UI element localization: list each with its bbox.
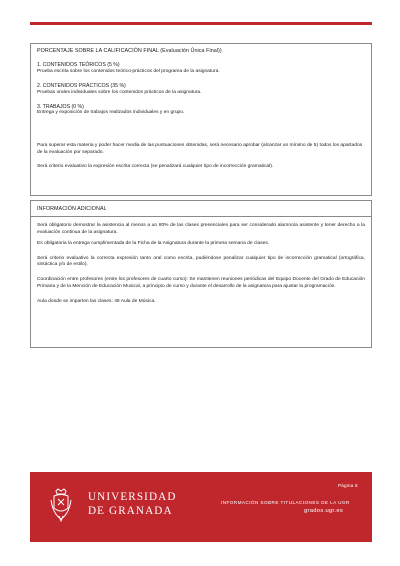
footer-info-text: INFORMACIÓN SOBRE TITULACIONES DE LA UGR bbox=[221, 500, 350, 505]
header-rule bbox=[30, 22, 372, 25]
additional-info-header bbox=[31, 201, 371, 217]
site-main: grados bbox=[304, 508, 324, 514]
item-description: Entrega y exposición de trabajos realizados individuales y en grupo. bbox=[37, 110, 185, 116]
university-crest-icon bbox=[50, 488, 72, 522]
page-number: Página 8 bbox=[338, 483, 358, 488]
university-name-line2: DE GRANADA bbox=[88, 505, 173, 517]
info-paragraph: Será criterio evaluativo la correcta expresión tanto oral como escrita, pudiéndose penalizar cualquier tipo de incorrección gramatical (ortográfica, sintáctica y/o de estilo). bbox=[37, 255, 365, 268]
evaluation-item bbox=[37, 62, 365, 75]
website-link[interactable] bbox=[304, 508, 343, 514]
pass-requirement-text: Para superar esta materia y poder hacer media de las puntuaciones obtenidas, será necesario aprobar (alcanzar un mínimo de 5) todos los apartados de la evaluación por separado. bbox=[37, 143, 363, 155]
site-domain: ugr.es bbox=[325, 508, 344, 514]
info-paragraph: Será obligatorio demostrar la asistencia al menos a un 80% de las clases presenciales para ser considerado alumno/a asistente y tener derecho a la evaluación continua de la asignatura. bbox=[37, 223, 365, 235]
evaluation-heading: PORCENTAJE SOBRE LA CALIFICACIÓN FINAL (Evaluación Única Final)) bbox=[37, 48, 222, 54]
info-paragraph: Coordinación entre profesores (entre los profesores de cuarto curso): Se mantienen reuniones periódicas del Equipo Docente del Grado de Educación Primaria y de la Mención de Educación Musical, a principio de curso y durante el desarrollo de la asignatura para ajustar la programación. bbox=[37, 277, 365, 290]
writing-criterion-text: Será criterio evaluativo la expresión escrita correcta (se penalizará cualquier tipo de incorrección gramatical). bbox=[37, 163, 274, 169]
item-title: 2. CONTENIDOS PRÁCTICOS (35 %) bbox=[37, 83, 126, 90]
item-title: 3. TRABAJOS (0 %) bbox=[37, 103, 84, 110]
additional-info-heading: INFORMACIÓN ADICIONAL bbox=[37, 206, 107, 212]
info-paragraph: Aula donde se imparten las clases: 48 Aula de Música. bbox=[37, 299, 156, 305]
additional-info-box bbox=[30, 200, 372, 348]
site-dot: . bbox=[323, 508, 326, 514]
university-name-line1: UNIVERSIDAD bbox=[88, 491, 177, 503]
footer-banner bbox=[30, 472, 372, 542]
evaluation-item bbox=[37, 83, 365, 96]
item-description: Pruebas orales individuales sobre los contenidos prácticos de la asignatura. bbox=[37, 89, 202, 95]
item-title: 1. CONTENIDOS TEÓRICOS (5 %) bbox=[37, 62, 120, 69]
info-paragraph: Es obligatoria la entrega cumplimentada de la Ficha de la Asignatura durante la primera semana de clases. bbox=[37, 240, 270, 246]
item-description: Prueba escrita sobre los contenidos teórico-prácticos del programa de la asignatura. bbox=[37, 68, 220, 74]
evaluation-item bbox=[37, 104, 365, 117]
additional-info-body bbox=[31, 217, 371, 306]
evaluation-box bbox=[30, 43, 372, 196]
